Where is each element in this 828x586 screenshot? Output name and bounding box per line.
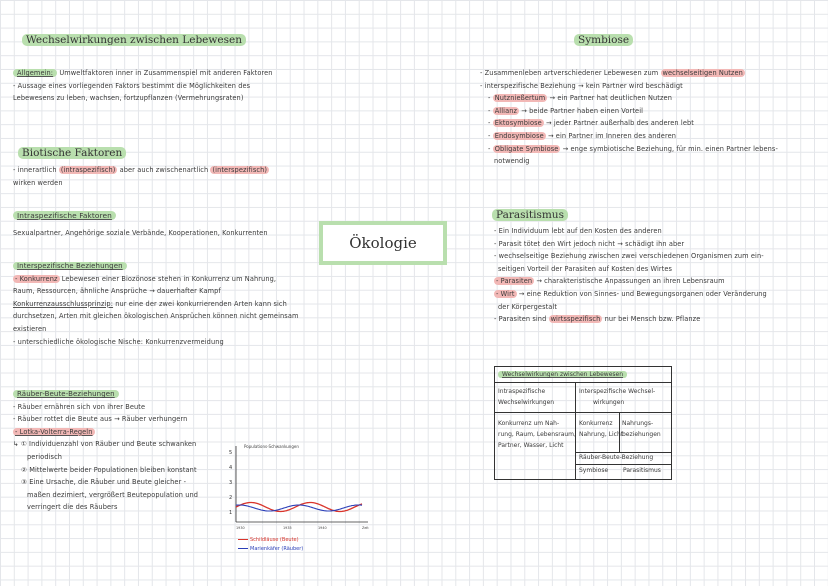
- wechselwirkungen-table: [494, 366, 672, 480]
- cell-konkurrenz-2: Konkurrenz Nahrung, Licht: [579, 420, 624, 438]
- x-tick-3: 1940: [318, 526, 327, 530]
- raeuber-title: Räuber-Beute-Beziehungen: [13, 390, 119, 398]
- y-tick-4: 4: [229, 465, 233, 471]
- raeuber-block: Räuber-Beute-Beziehungen - Räuber ernähren sich von ihrer Beute - Räuber rottet die Beute aus → Räuber verhungern - Lotka-Volterra-Regeln ↳ ① Individuenzahl von Räuber und Beute schwanken periodisch ② Mittelwerte beider Populationen bleiben konstant ③ Eine Ursache, die Räuber und Beute gleicher - maßen dezimiert, vergrößert Beutepopulation und verringert die des Räubers: [13, 390, 199, 512]
- symbiose-title: Symbiose: [574, 34, 633, 46]
- cell-raeuber-beute: Räuber-Beute-Beziehung: [579, 454, 654, 461]
- allgemein-block: Allgemein: Umweltfaktoren inner in Zusammenspiel mit anderen Faktoren - Aussage eines vorliegenden Faktors bestimmt die Möglichkeiten des Lebewesens zu leben, wachsen, fortzupflanzen (Vermehrungsraten): [13, 69, 273, 103]
- center-title-box: [319, 221, 447, 265]
- parasitismus-block: - Ein Individuum lebt auf den Kosten des anderen - Parasit tötet den Wirt jedoch nicht → schädigt ihn aber - wechselseitige Beziehung zwischen zwei verschiedenen Organismen zum ein- seitigen Vorteil der Parasiten auf Kosten des Wirtes - Parasiten → charakteristische Anpassungen an ihren Lebensraum - Wirt → eine Reduktion von Sinnes- und Bewegungsorganen oder Veränderung der Körpergestalt - Parasiten sind wirtsspezifisch nur bei Mensch bzw. Pflanze: [494, 227, 767, 324]
- y-tick-5: 5: [229, 450, 233, 456]
- y-tick-3: 3: [229, 480, 233, 486]
- prey-curve: [236, 503, 362, 512]
- allgemein-label: Allgemein:: [13, 69, 57, 77]
- population-graph: [228, 440, 374, 552]
- legend-prey: Schildläuse (Beute): [238, 536, 303, 545]
- table-hline-2: [495, 412, 671, 413]
- table-hline-1: [495, 382, 671, 383]
- parasitismus-title: Parasitismus: [492, 209, 568, 221]
- cell-konkurrenz: Konkurrenz um Nah- rung, Raum, Lebensraum, Partner, Wasser, Licht: [498, 420, 576, 449]
- inter-block: Interspezifische Beziehungen - Konkurrenz Lebewesen einer Biozönose stehen in Konkurrenz um Nahrung, Raum, Ressourcen, ähnliche Ansprüche → dauerhafter Kampf Konkurrenzausschlussprinzip: nur eine der zwei konkurrierenden Arten kann sich durchsetzen, Arten mit gleichen ökologischen Ansprüchen können nicht gemeinsam existieren - unterschiedliche ökologische Nische: Konkurrenzvermeidung: [13, 262, 299, 346]
- biotisch-block: - innerartlich (intraspezifisch) aber auch zwischenartlich (interspezifisch) wirken werden: [13, 166, 268, 187]
- legend-predator: Marienkäfer (Räuber): [238, 545, 303, 554]
- cell-symbiose: Symbiose: [579, 467, 609, 474]
- x-tick-1: 1930: [236, 526, 245, 530]
- x-tick-2: 1935: [283, 526, 292, 530]
- cell-nahrung: Nahrungs- beziehungen: [622, 420, 661, 438]
- symbiose-block: - Zusammenleben artverschiedener Lebewesen zum wechselseitigen Nutzen - interspezifische Beziehung → kein Partner wird beschädigt - Nutznießertum → ein Partner hat deutlichen Nutzen - Allianz → beide Partner haben einen Vorteil - Ektosymbiose → jeder Partner außerhalb des anderen lebt - Endosymbiose → ein Partner im Inneren des anderen - Obligate Symbiose → enge symbiotische Beziehung, für min. einen Partner lebens- notwendig: [480, 69, 778, 166]
- intra-block: Intraspezifische Faktoren Sexualpartner, Angehörige soziale Verbände, Kooperationen, Konkurrenten: [13, 211, 268, 237]
- inter-title: Interspezifische Beziehungen: [13, 262, 127, 270]
- graph-legend: [238, 536, 303, 554]
- graph-title: Populations-Schwankungen: [244, 444, 299, 449]
- cell-intra: Intraspezifische Wechselwirkungen: [498, 388, 555, 406]
- x-tick-zeit: Zeit: [362, 526, 369, 530]
- intra-title: Intraspezifische Faktoren: [13, 211, 116, 220]
- y-tick-1: 1: [229, 510, 233, 516]
- biotisch-title: Biotische Faktoren: [18, 147, 126, 159]
- table-title: Wechselwirkungen zwischen Lebewesen: [498, 369, 627, 380]
- cell-parasitismus: Parasitismus: [623, 467, 661, 474]
- left-title: Wechselwirkungen zwischen Lebewesen: [22, 34, 246, 46]
- center-title: Ökologie: [349, 234, 417, 252]
- y-tick-2: 2: [229, 495, 233, 501]
- cell-inter: Interspezifische Wechsel- wirkungen: [579, 388, 656, 406]
